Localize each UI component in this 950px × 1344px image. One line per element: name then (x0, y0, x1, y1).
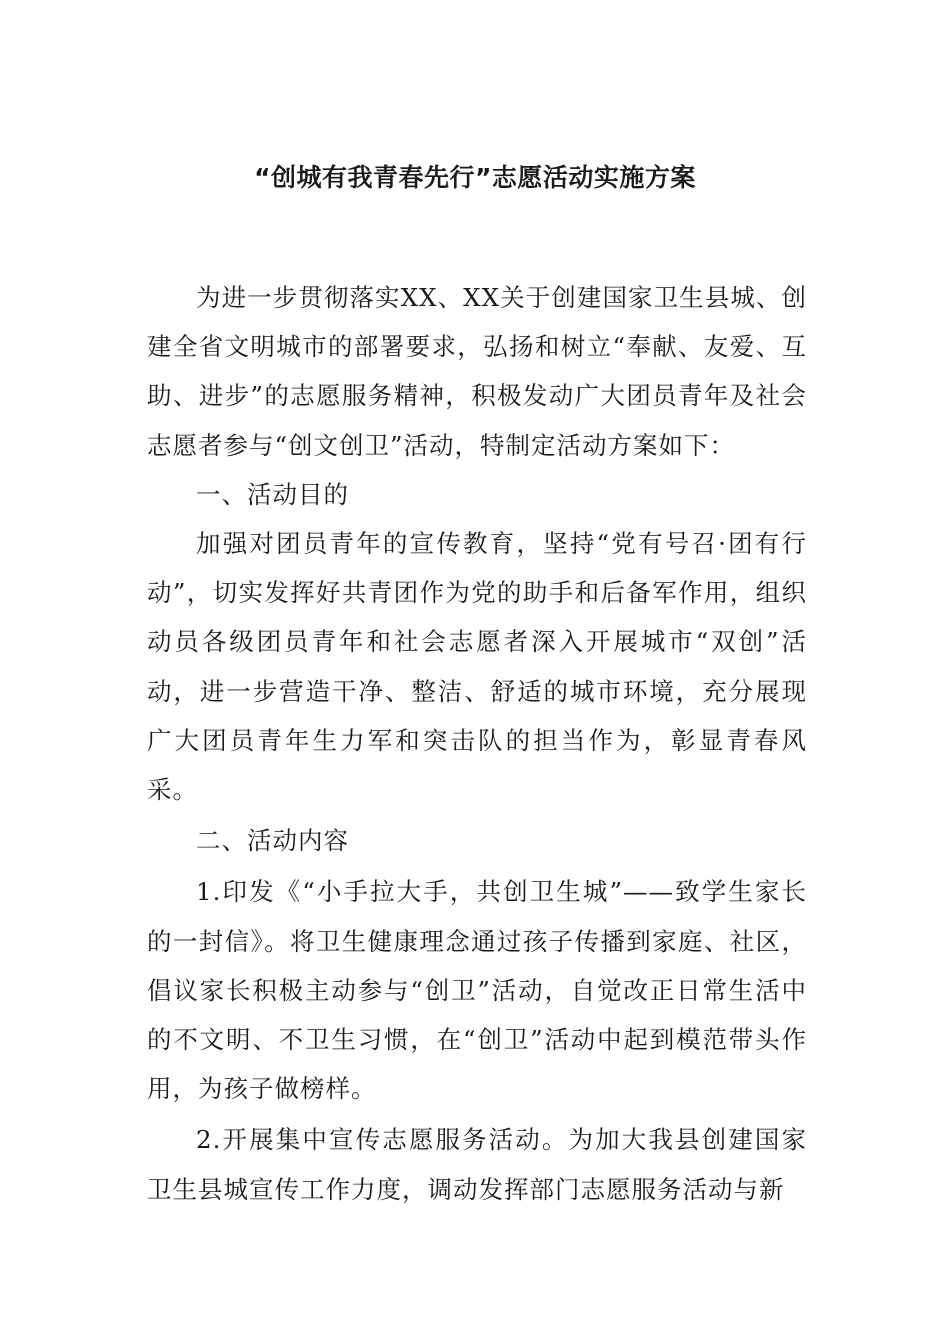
document-body (147, 273, 807, 1214)
intro-paragraph: 为进一步贯彻落实XX、XX关于创建国家卫生县城、创建全省文明城市的部署要求，弘扬和树立“奉献、友爱、互助、进步”的志愿服务精神，积极发动广大团员青年及社会志愿者参与“创文创卫”活动，特制定活动方案如下： (147, 283, 807, 460)
section-heading-content: 二、活动内容 (196, 826, 349, 856)
document-title: “创城有我青春先行”志愿活动实施方案 (254, 163, 696, 192)
purpose-paragraph: 加强对团员青年的宣传教育，坚持“党有号召·团有行动”，切实发挥好共青团作为党的助手和后备军作用，组织动员各级团员青年和社会志愿者深入开展城市“双创”活动，进一步营造干净、整洁、舒适的城市环境，充分展现广大团员青年生力军和突击队的担当作为，彰显青春风采。 (147, 529, 807, 805)
section-heading-purpose: 一、活动目的 (196, 479, 349, 509)
content-item-1: 1.印发《“小手拉大手，共创卫生城”——致学生家长的一封信》。将卫生健康理念通过孩子传播到家庭、社区，倡议家长积极主动参与“创卫”活动，自觉改正日常生活中的不文明、不卫生习惯，在“创卫”活动中起到模范带头作用，为孩子做榜样。 (147, 877, 807, 1104)
content-item-2: 2.开展集中宣传志愿服务活动。为加大我县创建国家卫生县城宣传工作力度，调动发挥部门志愿服务活动与新 (147, 1125, 807, 1204)
